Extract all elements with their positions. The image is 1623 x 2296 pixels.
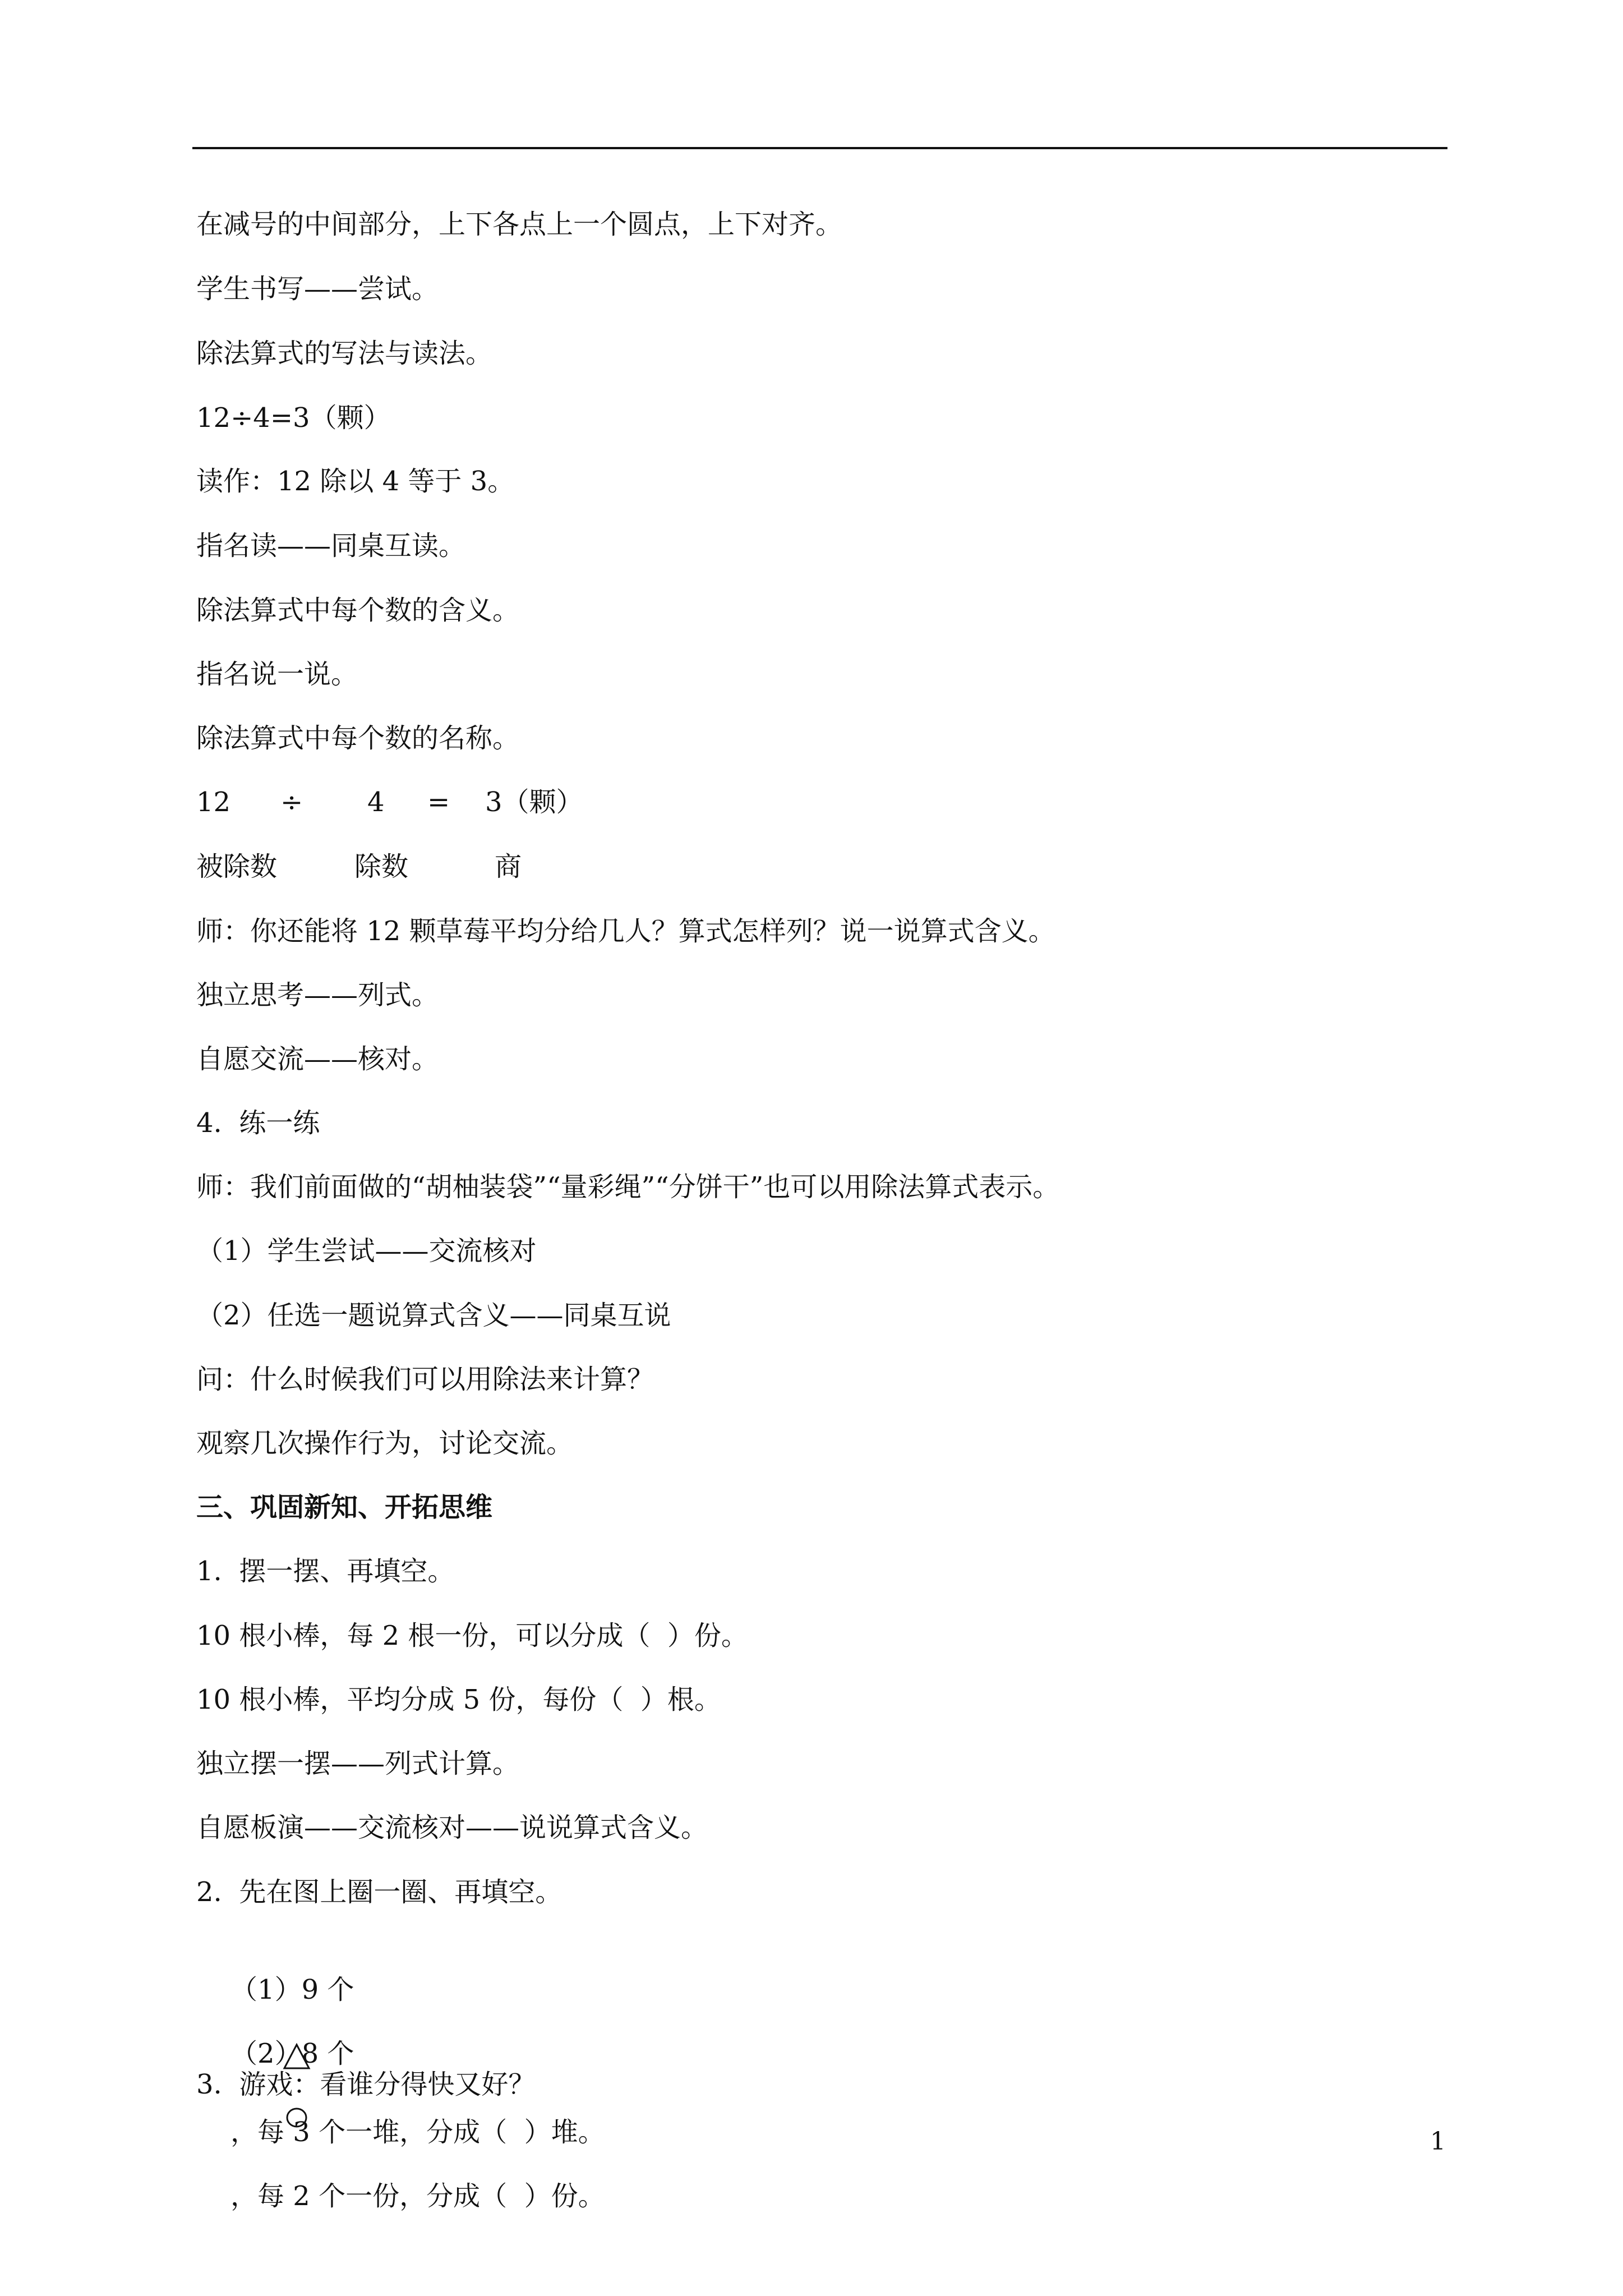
- text-line: 师：我们前面做的“胡柚装袋”“量彩绳”“分饼干”也可以用除法算式表示。: [196, 1171, 1060, 1203]
- exercise-suffix: ，每 2 个一份，分成（ ）份。: [230, 2180, 605, 2212]
- name-quotient: 商: [495, 851, 522, 882]
- text-line: 问：什么时候我们可以用除法来计算？: [196, 1364, 654, 1395]
- division-equation: [196, 785, 757, 819]
- text-line: 12÷4=3（颗）: [196, 402, 391, 434]
- text-line: 4. 练一练: [196, 1107, 320, 1139]
- text-line: 除法算式中每个数的含义。: [196, 595, 520, 626]
- name-dividend: 被除数: [196, 851, 278, 882]
- text-line: 学生书写——尝试。: [196, 273, 439, 305]
- equation-equals: =: [427, 786, 450, 818]
- exercise-prefix: （2）8 个: [230, 2038, 363, 2069]
- equation-quotient: 3（颗）: [485, 786, 583, 818]
- equation-divide-sign: ÷: [280, 786, 303, 818]
- division-term-names: [196, 850, 757, 884]
- text-line: 独立思考——列式。: [196, 979, 439, 1011]
- exercise-prefix: （1）9 个: [230, 1974, 363, 2005]
- text-line: （2）任选一题说算式含义——同桌互说: [196, 1300, 671, 1331]
- exercise-suffix: ，每 3 个一堆，分成（ ）堆。: [230, 2116, 605, 2148]
- header-rule: [192, 147, 1447, 149]
- text-line: 指名读——同桌互读。: [196, 530, 466, 562]
- text-line: 自愿板演——交流核对——说说算式含义。: [196, 1812, 708, 1843]
- text-line: 除法算式中每个数的名称。: [196, 723, 520, 754]
- text-line: 师：你还能将 12 颗草莓平均分给几人？算式怎样列？说一说算式含义。: [196, 915, 1055, 947]
- text-line: 自愿交流——核对。: [196, 1043, 439, 1075]
- text-line: 指名说一说。: [196, 659, 358, 690]
- text-line: 观察几次操作行为，讨论交流。: [196, 1428, 574, 1459]
- text-line: （1）学生尝试——交流核对: [196, 1235, 537, 1267]
- text-line: 除法算式的写法与读法。: [196, 338, 493, 369]
- section-heading: 三、巩固新知、开拓思维: [196, 1492, 493, 1523]
- text-line: 1. 摆一摆、再填空。: [196, 1556, 455, 1587]
- text-line: 2. 先在图上圈一圈、再填空。: [196, 1876, 562, 1908]
- exercise-circle-line: [196, 2003, 605, 2247]
- name-divisor: 除数: [354, 851, 409, 882]
- text-line: 在减号的中间部分，上下各点上一个圆点，上下对齐。: [196, 209, 843, 240]
- text-line: 10 根小棒，平均分成 5 份，每份（ ）根。: [196, 1684, 721, 1715]
- equation-divisor: 4: [367, 786, 385, 818]
- page-number: 1: [1430, 2127, 1446, 2156]
- text-line: 10 根小棒，每 2 根一份，可以分成（ ）份。: [196, 1620, 748, 1651]
- text-line: 3. 游戏：看谁分得快又好？: [196, 2069, 536, 2100]
- equation-dividend: 12: [196, 786, 231, 818]
- text-line: 读作：12 除以 4 等于 3。: [196, 466, 515, 497]
- text-line: 独立摆一摆——列式计算。: [196, 1748, 520, 1779]
